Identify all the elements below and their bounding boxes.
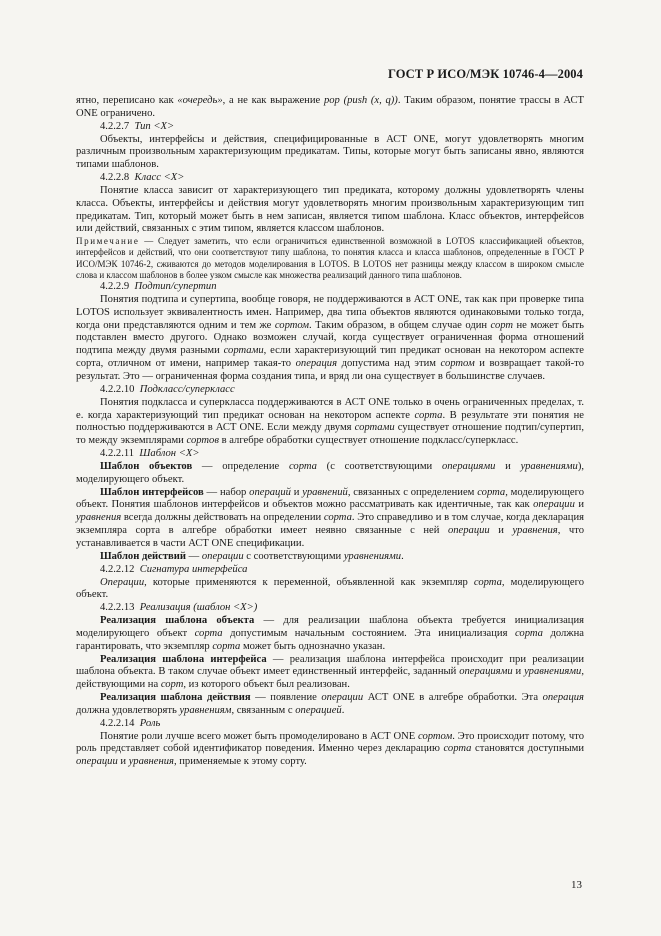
section-heading: 4.2.2.13 Реализация (шаблон <X>) <box>100 602 258 614</box>
section-heading: 4.2.2.12 Сигнатура интерфейса <box>100 563 248 575</box>
paragraph: Шаблон интерфейсов — набор операций и уравнений, связанных с определением сорта, моделирующего объект. Понятия шаблонов интерфейсов и объектов можно рассматривать как идентичные, так как операции и уравнения всегда должны действовать на определении сорта. Это справедливо и в том случае, когда декларация экземпляра сорта в алгебре обработки имеет неявно связанные с ней операции и уравнения, что устанавливается в части АСТ ONE спецификации. <box>76 486 585 549</box>
paragraph: Понятие роли лучше всего может быть промоделировано в АСТ ONE сортом. Это происходит потому, что роль представляет собой идентификатор поведения. Именно через декларацию сорта становятся доступными операции и уравнения, применяемые к этому сорту. <box>76 730 585 768</box>
section-heading: 4.2.2.8 Класс <X> <box>100 172 185 184</box>
paragraph: Понятия подтипа и супертипа, вообще говоря, не поддерживаются в АСТ ONE, так как при проверке типа LOTOS использует эквивалентность имен. Например, два типа объектов являются одинаковыми только тогда, когда они представляются одним и тем же сортом. Таким образом, в общем случае один сорт не может быть подставлен вместо другого. Однако возможен случай, когда существует ограниченная форма отношений подтипа между двумя разными сортами, если характеризующий тип предикат основан на некотором аспекте сорта, отличном от имени, например такая-то операция допустима над этим сортом и возвращает такой-то результат. Это — ограниченная форма создания типа, и вряд ли она существует в большинстве случаев. <box>76 293 584 382</box>
section-heading: 4.2.2.9 Подтип/супертип <box>100 281 217 293</box>
section-heading: 4.2.2.10 Подкласс/суперкласс <box>100 383 235 395</box>
paragraph: Шаблон объектов — определение сорта (с соответствующими операциями и уравнениями), моделирующего объект. <box>76 460 585 485</box>
section-heading: 4.2.2.7 Тип <X> <box>100 120 175 132</box>
page-header: ГОСТ Р ИСО/МЭК 10746-4—2004 <box>387 67 583 81</box>
page-content <box>76 95 584 769</box>
paragraph: Объекты, интерфейсы и действия, специфицированные в АСТ ONE, могут удовлетворять многим различным произвольным характеризующим предикатам. Типы, которые могут быть записаны явно, являются типами шаблонов. <box>76 133 584 171</box>
section-heading: 4.2.2.14 Роль <box>100 717 161 729</box>
paragraph: Реализация шаблона интерфейса — реализация шаблона интерфейса происходит при реализации шаблона объекта. В таком случае объект имеет единственный интерфейс, заданный операциями и уравнениями, действующими на сорт, из которого объект был реализован. <box>76 653 585 691</box>
paragraph: Понятие класса зависит от характеризующего тип предиката, которому должны удовлетворять члены класса. Объекты, интерфейсы и действия могут удовлетворять многим произвольным характеризующим тип предикатам. Тип, который может быть в нем записан, является типом шаблона. Класс объектов, интерфейсов или действий, связанных с этим типом, является классом шаблонов. <box>76 184 584 235</box>
section-heading: 4.2.2.11 Шаблон <X> <box>100 448 200 460</box>
paragraph: Операции, которые применяются к переменной, объявленной как экземпляр сорта, моделирующего объект. <box>76 576 584 601</box>
paragraph: ятно, переписано как «очередь», а не как выражение pop (push (x, q)). Таким образом, понятие трассы в АСТ ONE ограничено. <box>76 95 585 119</box>
note: Примечание — Следует заметить, что если ограничиться единственной возможной в LOTOS классификацией объектов, интерфейсов и действий, что они соответствуют типу шаблона, то понятия класса и класса шаблонов, определенные в ГОСТ Р ИСО/МЭК 10746-2, сживаются до методов моделирования в LOTOS. В LOTOS нет разницы между классом в широком смысле слова и классом шаблонов в более узком смысле как множества реализаций данного типа шаблонов. <box>76 236 584 280</box>
page-number: 13 <box>571 879 582 891</box>
note-label: Примечание <box>76 236 140 247</box>
paragraph: Реализация шаблона действия — появление операции АСТ ONE в алгебре обработки. Эта операция должна удовлетворять уравнениям, связанным с операцией. <box>76 692 584 716</box>
paragraph: Реализация шаблона объекта — для реализации шаблона объекта требуется инициализация моделирующего объект сорта допустимым начальным состоянием. Эта инициализация сорта должна гарантировать, что экземпляр сорта может быть однозначно указан. <box>76 615 584 652</box>
paragraph: Шаблон действий — операции с соответствующими уравнениями. <box>100 550 404 562</box>
paragraph: Понятия подкласса и суперкласса поддерживаются в АСТ ONE только в очень ограниченных пределах, т. е. когда характеризующий тип предикат основан на некотором аспекте сорта. В результате эти понятия не полностью поддерживаются в АСТ ONE. Если между двумя сортами существует отношение подтип/супертип, то между экземплярами сортов в алгебре обработки существует отношение подкласс/суперкласс. <box>76 396 584 447</box>
